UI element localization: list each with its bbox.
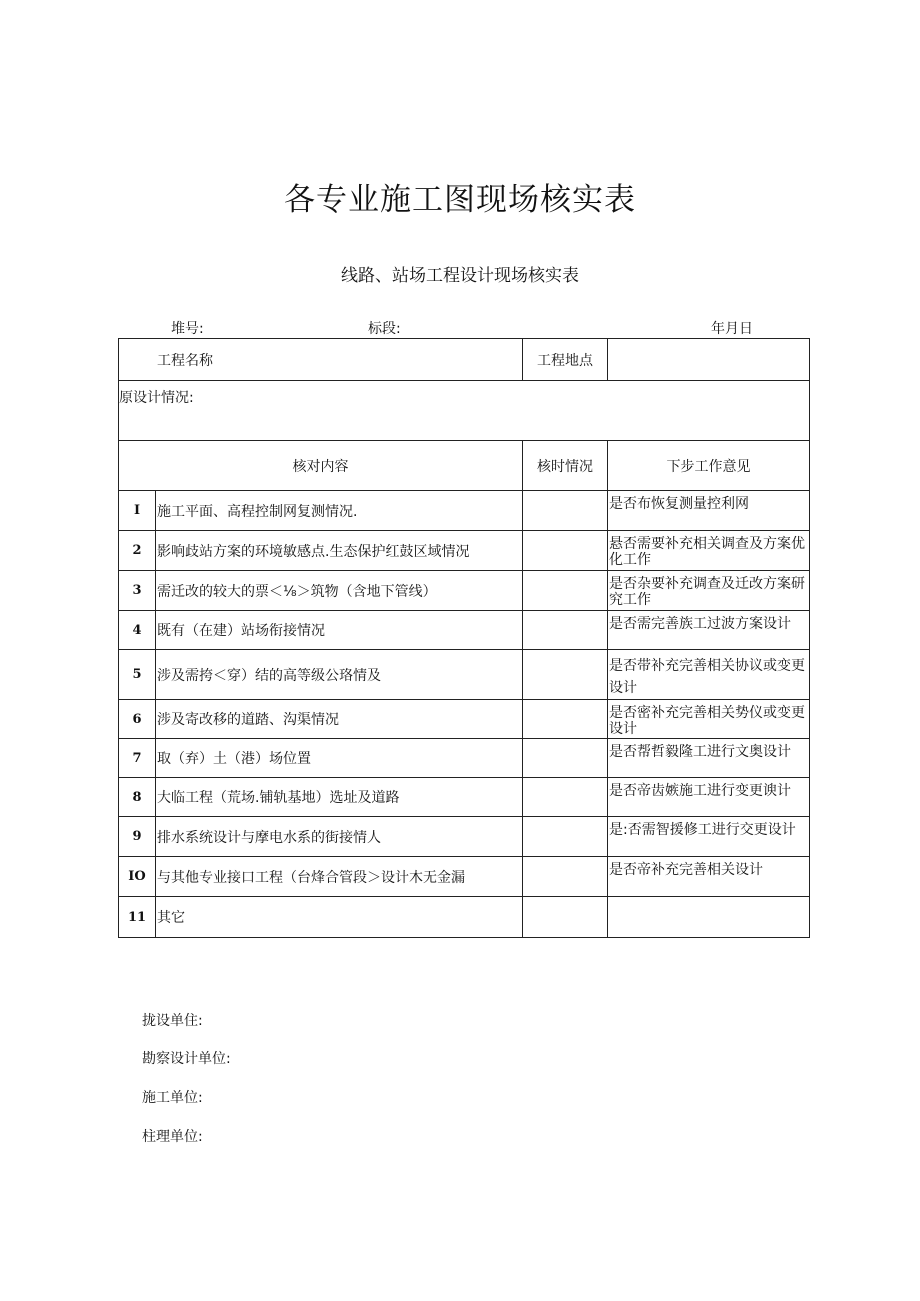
page-title: 各专业施工图现场核实表 <box>284 182 636 218</box>
column-header-row <box>119 441 810 491</box>
row-status-cell[interactable] <box>523 611 608 650</box>
check-status-header: 核时情况 <box>523 441 608 491</box>
row-status-cell[interactable] <box>523 650 608 700</box>
row-note: 是否密补充完善相关势仪或变更设计 <box>608 700 810 739</box>
supervision-unit-label: 柱理单位: <box>142 1129 203 1145</box>
row-status-cell[interactable] <box>523 857 608 897</box>
row-content: 其它 <box>156 897 523 938</box>
pile-label: 堆号: <box>171 321 204 337</box>
row-note: 是否帝齿嫉施工进行变更谀计 <box>608 778 810 817</box>
row-content: 既有（在建）站场衔接情况 <box>156 611 523 650</box>
row-number: 8 <box>119 778 156 817</box>
project-info-row <box>119 339 810 381</box>
next-step-header: 下步工作意见 <box>608 441 810 491</box>
row-note: 是否布恢复测量控利网 <box>608 491 810 531</box>
project-location-value[interactable] <box>608 339 810 381</box>
project-location-label: 工程地点 <box>523 339 608 381</box>
row-content: 涉及寄改移的道踏、沟渠情况 <box>156 700 523 739</box>
row-number: 3 <box>119 571 156 611</box>
table-row <box>119 897 810 938</box>
table-row <box>119 531 810 571</box>
table-row <box>119 857 810 897</box>
section-label: 标段: <box>368 321 401 337</box>
page-subtitle: 线路、站场工程设计现场核实表 <box>341 266 579 286</box>
row-content: 排水系统设计与摩电水系的街接情人 <box>156 817 523 857</box>
table-row <box>119 739 810 778</box>
row-note: 是否带补充完善相关协议或变更设计 <box>608 650 810 700</box>
row-status-cell[interactable] <box>523 817 608 857</box>
table-row <box>119 571 810 611</box>
row-note: 是否帮哲毅隆工进行文奥设计 <box>608 739 810 778</box>
table-row <box>119 650 810 700</box>
row-content: 施工平面、高程控制网复测情况. <box>156 491 523 531</box>
row-status-cell[interactable] <box>523 700 608 739</box>
check-content-header: 核对内容 <box>119 441 523 491</box>
original-design-row <box>119 381 810 441</box>
survey-unit-label: 勘察设计单位: <box>142 1051 231 1067</box>
row-number: 4 <box>119 611 156 650</box>
row-content: 涉及需挎＜穿）结的高等级公珞情及 <box>156 650 523 700</box>
table-row <box>119 778 810 817</box>
row-status-cell[interactable] <box>523 778 608 817</box>
project-name-label: 工程名称 <box>119 339 523 381</box>
row-status-cell[interactable] <box>523 739 608 778</box>
row-number: I <box>119 491 156 531</box>
row-note <box>608 897 810 938</box>
row-status-cell[interactable] <box>523 571 608 611</box>
row-number: 5 <box>119 650 156 700</box>
row-note: 是否杂要补充调查及迁改方案研究工作 <box>608 571 810 611</box>
row-note: 悬否需要补充相关调查及方案优化工作 <box>608 531 810 571</box>
row-content: 与其他专业接口工程（台烽合管段＞设计木无金漏 <box>156 857 523 897</box>
row-number: 2 <box>119 531 156 571</box>
row-content: 取（弃）土（港）场位置 <box>156 739 523 778</box>
table-row <box>119 611 810 650</box>
row-content: 大临工程（荒场.铺轨基地）选址及道路 <box>156 778 523 817</box>
original-design-label: 原设计情况: <box>119 381 810 441</box>
row-note: 是:否需智援修工进行交更设计 <box>608 817 810 857</box>
table-row <box>119 491 810 531</box>
row-note: 是否帝补充完善相关设计 <box>608 857 810 897</box>
row-number: 7 <box>119 739 156 778</box>
row-status-cell[interactable] <box>523 897 608 938</box>
row-number: IO <box>119 857 156 897</box>
builder-unit-label: 施工单位: <box>142 1090 203 1106</box>
row-content: 影响歧站方案的环境敏感点.生态保护红鼓区域情况 <box>156 531 523 571</box>
table-row <box>119 700 810 739</box>
row-number: 11 <box>119 897 156 938</box>
verification-table <box>118 338 810 938</box>
table-row <box>119 817 810 857</box>
row-number: 9 <box>119 817 156 857</box>
row-note: 是否需完善族工过波方案设计 <box>608 611 810 650</box>
row-status-cell[interactable] <box>523 491 608 531</box>
row-status-cell[interactable] <box>523 531 608 571</box>
date-label: 年月日 <box>711 321 753 337</box>
construction-unit-label: 拢设单住: <box>142 1013 203 1029</box>
row-number: 6 <box>119 700 156 739</box>
row-content: 需迁改的较大的票＜⅛＞筑物（含地下管线） <box>156 571 523 611</box>
